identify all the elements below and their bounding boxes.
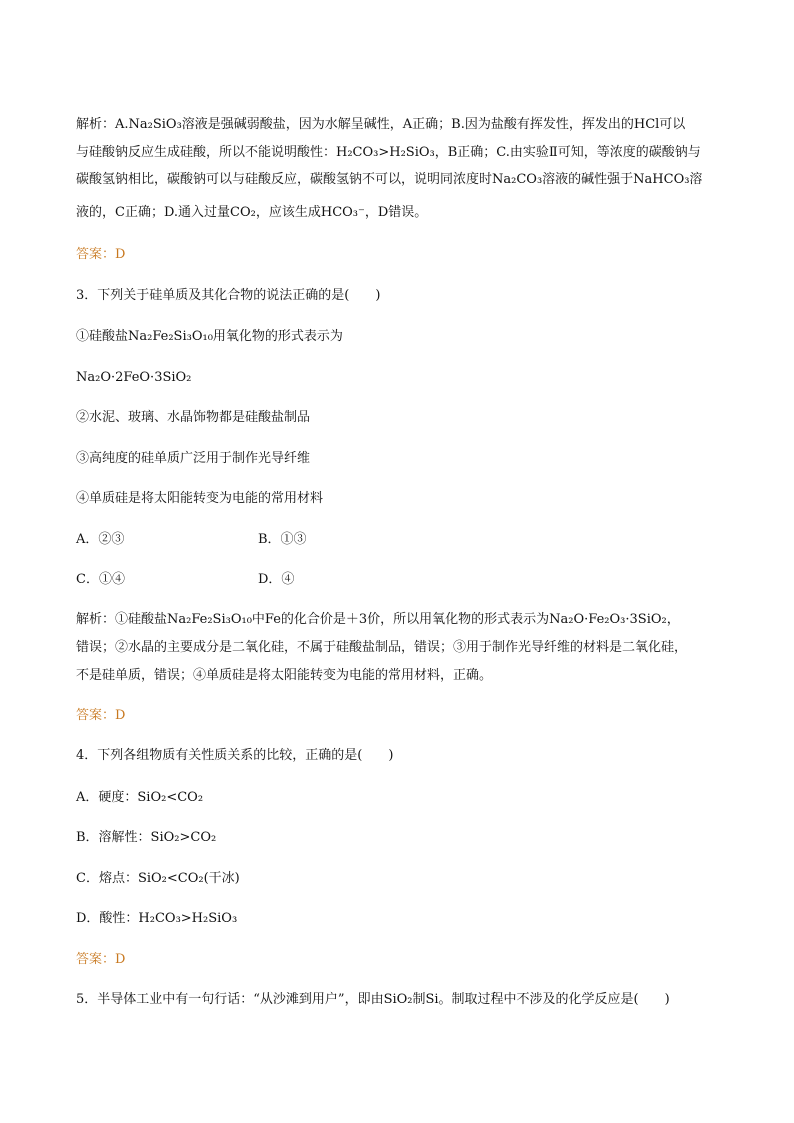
q4-option-b[interactable]: B．溶解性：SiO₂>CO₂ <box>76 830 217 845</box>
q3-option-a[interactable]: A．②③ <box>76 532 125 547</box>
q2-analysis-line-3: 碳酸氢钠相比，碳酸钠可以与硅酸反应，碳酸氢钠不可以，说明同浓度时Na₂CO₃溶液的碱性强于NaHCO₃溶 <box>76 172 703 187</box>
q5-stem: 5．半导体工业中有一句行话：“从沙滩到用户”，即由SiO₂制Si。制取过程中不涉及的化学反应是( ) <box>76 992 670 1007</box>
q2-analysis-line-1: 解析：A.Na₂SiO₃溶液是强碱弱酸盐，因为水解呈碱性，A正确；B.因为盐酸有挥发性，挥发出的HCl可以 <box>76 117 686 132</box>
q3-item-1: ①硅酸盐Na₂Fe₂Si₃O₁₀用氧化物的形式表示为 <box>76 329 343 344</box>
q3-analysis-line-3: 不是硅单质，错误；④单质硅是将太阳能转变为电能的常用材料，正确。 <box>76 668 493 683</box>
q4-stem: 4．下列各组物质有关性质关系的比较，正确的是( ) <box>76 748 394 763</box>
q3-option-d[interactable]: D．④ <box>258 572 295 587</box>
q3-stem: 3．下列关于硅单质及其化合物的说法正确的是( ) <box>76 288 381 303</box>
q2-analysis <box>76 111 718 226</box>
q4-option-c[interactable]: C．熔点：SiO₂<CO₂(干冰) <box>76 871 240 886</box>
q3-analysis-line-2: 错误；②水晶的主要成分是二氧化硅，不属于硅酸盐制品，错误；③用于制作光导纤维的材料是二氧化硅， <box>76 640 688 655</box>
q3-answer: 答案：D <box>76 708 126 723</box>
q2-analysis-line-4: 液的，C正确；D.通入过量CO₂，应该生成HCO₃⁻，D错误。 <box>76 204 428 220</box>
q3-options-row-2 <box>76 571 718 589</box>
q4-option-d[interactable]: D．酸性：H₂CO₃>H₂SiO₃ <box>76 911 238 926</box>
q3-option-c[interactable]: C．①④ <box>76 572 125 587</box>
q2-answer: 答案：D <box>76 247 126 262</box>
q3-item-1-formula: Na₂O·2FeO·3SiO₂ <box>76 370 192 385</box>
q4-option-a[interactable]: A．硬度：SiO₂<CO₂ <box>76 790 204 805</box>
q3-item-4: ④单质硅是将太阳能转变为电能的常用材料 <box>76 491 324 506</box>
q2-analysis-line-2: 与硅酸钠反应生成硅酸，所以不能说明酸性：H₂CO₃>H₂SiO₃，B正确；C.由实验Ⅱ可知，等浓度的碳酸钠与 <box>76 144 701 160</box>
q3-item-2: ②水泥、玻璃、水晶饰物都是硅酸盐制品 <box>76 410 311 425</box>
q4-answer: 答案：D <box>76 952 126 967</box>
q3-option-b[interactable]: B．①③ <box>258 532 307 547</box>
q3-options-row-1 <box>76 531 718 549</box>
q3-analysis <box>76 606 718 690</box>
q3-analysis-line-1: 解析：①硅酸盐Na₂Fe₂Si₃O₁₀中Fe的化合价是＋3价，所以用氧化物的形式表示为Na₂O·Fe₂O₃·3SiO₂， <box>76 612 680 627</box>
q3-item-3: ③高纯度的硅单质广泛用于制作光导纤维 <box>76 451 311 466</box>
